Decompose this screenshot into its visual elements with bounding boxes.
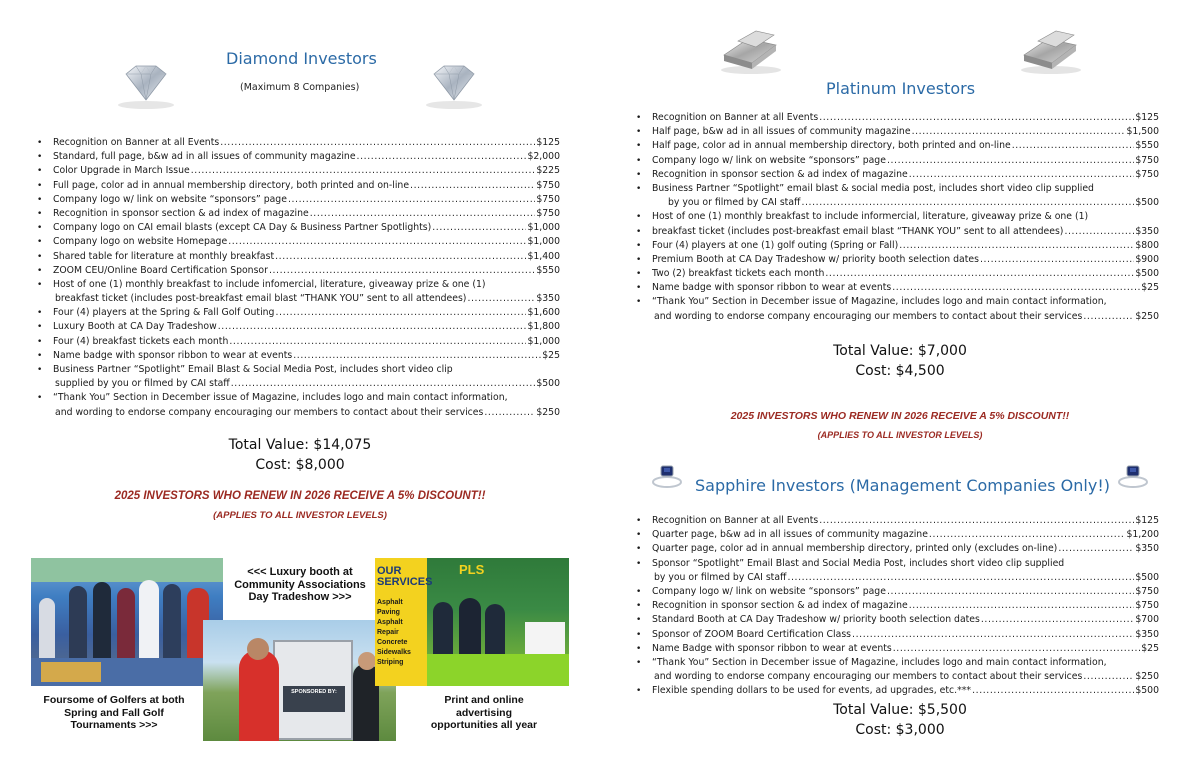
benefit-item bbox=[634, 125, 1159, 139]
dot-leader bbox=[1083, 670, 1134, 684]
platinum-total bbox=[800, 341, 1000, 381]
dot-leader bbox=[275, 250, 526, 264]
sapphire-ring-icon bbox=[1114, 462, 1152, 490]
benefit-price: $350 bbox=[536, 293, 560, 305]
benefit-price: $2,000 bbox=[527, 151, 560, 163]
benefit-item bbox=[634, 571, 1159, 585]
total-value: Total Value: $14,075 bbox=[228, 437, 372, 453]
benefit-item bbox=[35, 221, 560, 235]
benefit-text: • Recognition in sponsor section & ad index of magazine bbox=[652, 600, 908, 612]
dot-leader bbox=[852, 628, 1134, 642]
dot-leader bbox=[819, 111, 1134, 125]
benefit-price: $1,000 bbox=[527, 236, 560, 248]
benefit-price: $750 bbox=[536, 179, 560, 191]
sapphire-ring-icon bbox=[648, 462, 686, 490]
benefit-text: • Four (4) players at the Spring & Fall Golf Outing bbox=[53, 307, 275, 319]
benefit-text: • Business Partner “Spotlight” email blast & social media post, includes short video clip supplied bbox=[652, 182, 1094, 194]
benefit-item bbox=[35, 136, 560, 150]
sapphire-title: Sapphire Investors (Management Companies Only!) bbox=[695, 476, 1110, 495]
dot-leader bbox=[887, 585, 1134, 599]
dot-leader bbox=[467, 292, 535, 306]
benefit-item bbox=[35, 164, 560, 178]
benefit-item bbox=[35, 193, 560, 207]
print-caption: Print and online advertising opportunities all year bbox=[430, 694, 538, 731]
benefit-item bbox=[634, 210, 1159, 224]
benefit-price: $1,400 bbox=[527, 250, 560, 262]
platinum-section bbox=[600, 0, 1200, 776]
benefit-text: • Recognition on Banner at all Events bbox=[652, 515, 819, 526]
dot-leader bbox=[801, 196, 1134, 210]
benefit-item bbox=[634, 139, 1159, 153]
benefit-price: $1,600 bbox=[527, 307, 560, 319]
diamond-subnote: (Maximum 8 Companies) bbox=[240, 82, 360, 93]
benefit-item bbox=[35, 150, 560, 164]
benefit-price: $900 bbox=[1135, 253, 1159, 265]
benefit-text: • Luxury Booth at CA Day Tradeshow bbox=[53, 321, 217, 333]
benefit-text: • Quarter page, color ad in annual membership directory, printed only (excludes on-line) bbox=[652, 543, 1058, 555]
benefit-price: $550 bbox=[536, 264, 560, 276]
cost: Cost: $8,000 bbox=[255, 457, 345, 473]
benefit-item bbox=[35, 406, 560, 420]
benefit-text: • Four (4) breakfast tickets each month bbox=[53, 335, 229, 347]
benefit-text: • Name badge with sponsor ribbon to wear at events bbox=[53, 349, 293, 361]
benefit-price: $125 bbox=[1135, 515, 1159, 526]
golf-caption: Foursome of Golfers at both Spring and Fall Golf Tournaments >>> bbox=[43, 694, 185, 731]
dot-leader bbox=[218, 320, 527, 334]
dot-leader bbox=[819, 514, 1134, 528]
benefit-text: • Recognition in sponsor section & ad index of magazine bbox=[652, 168, 908, 180]
dot-leader bbox=[892, 281, 1140, 295]
benefit-item bbox=[634, 239, 1159, 253]
dot-leader bbox=[229, 335, 526, 349]
dot-leader bbox=[893, 642, 1141, 656]
benefit-price: $500 bbox=[1135, 685, 1159, 697]
benefit-price: $750 bbox=[1135, 600, 1159, 612]
benefit-item bbox=[35, 363, 560, 377]
benefit-text: • Half page, color ad in annual membership directory, both printed and on-line bbox=[652, 140, 1011, 152]
benefit-text: • Premium Booth at CA Day Tradeshow w/ priority booth selection dates bbox=[652, 253, 979, 265]
benefit-item bbox=[634, 628, 1159, 642]
benefit-text: by you or filmed by CAI staff bbox=[654, 571, 787, 583]
benefit-item bbox=[35, 264, 560, 278]
benefit-price: $500 bbox=[1135, 571, 1159, 583]
benefit-price: $1,200 bbox=[1126, 529, 1159, 541]
dot-leader bbox=[410, 179, 535, 193]
benefit-price: $750 bbox=[536, 207, 560, 219]
benefit-price: $250 bbox=[1135, 310, 1159, 322]
dot-leader bbox=[484, 406, 535, 420]
benefit-item bbox=[634, 642, 1159, 656]
benefit-item bbox=[35, 335, 560, 349]
benefit-price: $225 bbox=[536, 165, 560, 177]
dot-leader bbox=[293, 349, 541, 363]
benefit-text: • Full page, color ad in annual membership directory, both printed and on-line bbox=[53, 179, 410, 191]
golf-cart-photo bbox=[203, 620, 396, 741]
booth-sign-services: Asphalt Paving Asphalt Repair Concrete Sidewalks Striping bbox=[377, 599, 411, 666]
benefit-text: • Two (2) breakfast tickets each month bbox=[652, 268, 825, 280]
dot-leader bbox=[787, 571, 1134, 585]
benefit-price: $550 bbox=[1135, 140, 1159, 152]
dot-leader bbox=[231, 377, 536, 391]
benefit-item bbox=[634, 599, 1159, 613]
benefit-item bbox=[634, 656, 1159, 670]
dot-leader bbox=[191, 164, 536, 178]
benefit-item bbox=[634, 267, 1159, 281]
benefit-item bbox=[35, 391, 560, 405]
dot-leader bbox=[899, 239, 1134, 253]
benefit-text: • breakfast ticket (includes post-breakfast email blast “THANK YOU” sent to all attendees) bbox=[652, 225, 1064, 237]
benefit-text: supplied by you or filmed by CAI staff bbox=[55, 378, 230, 390]
benefit-text: • Company logo w/ link on website “sponsors” page bbox=[53, 193, 287, 205]
dot-leader bbox=[228, 235, 526, 249]
dot-leader bbox=[432, 221, 526, 235]
benefit-text: • Four (4) players at one (1) golf outing (Spring or Fall) bbox=[652, 239, 899, 251]
benefit-item bbox=[35, 377, 560, 391]
benefit-item bbox=[35, 349, 560, 363]
dot-leader bbox=[825, 267, 1134, 281]
benefit-price: $1,000 bbox=[527, 335, 560, 347]
benefit-item bbox=[634, 557, 1159, 571]
dot-leader bbox=[1064, 225, 1134, 239]
benefit-item bbox=[35, 250, 560, 264]
benefit-text: • Host of one (1) monthly breakfast to include informercial, literature, giveaway prize & one (1) bbox=[652, 211, 1089, 223]
benefit-text: • Recognition on Banner at all Events bbox=[53, 137, 220, 148]
platinum-bar-icon bbox=[1018, 27, 1084, 75]
benefit-text: • Business Partner “Spotlight” Email Blast & Social Media Post, includes short video clip bbox=[53, 364, 453, 375]
dot-leader bbox=[972, 684, 1134, 698]
golf-team-photo bbox=[31, 558, 223, 686]
benefit-text: • Flexible spending dollars to be used for events, ad upgrades, etc.*** bbox=[652, 685, 972, 697]
promo-note: (APPLIES TO ALL INVESTOR LEVELS) bbox=[213, 510, 387, 521]
benefit-price: $350 bbox=[1135, 628, 1159, 640]
benefit-price: $500 bbox=[536, 378, 560, 390]
benefit-price: $750 bbox=[1135, 168, 1159, 180]
benefit-item bbox=[634, 154, 1159, 168]
benefit-price: $250 bbox=[1135, 671, 1159, 683]
booth-photo bbox=[375, 558, 569, 686]
benefit-text: • Shared table for literature at monthly breakfast bbox=[53, 250, 275, 262]
benefit-text: • Sponsor “Spotlight” Email Blast and Social Media Post, includes short video clip supplied bbox=[652, 557, 1065, 569]
benefit-text: • “Thank You” Section in December issue of Magazine, includes logo and main contact information, bbox=[652, 296, 1107, 308]
benefit-text: • Recognition in sponsor section & ad index of magazine bbox=[53, 207, 309, 219]
dot-leader bbox=[912, 125, 1126, 139]
benefit-price: $500 bbox=[1135, 268, 1159, 280]
cost: Cost: $4,500 bbox=[855, 363, 945, 379]
benefit-price: $125 bbox=[1135, 112, 1159, 123]
benefit-price: $750 bbox=[536, 193, 560, 205]
benefit-item bbox=[634, 670, 1159, 684]
benefit-item bbox=[634, 310, 1159, 324]
benefit-text: • Name badge with sponsor ribbon to wear at events bbox=[652, 282, 892, 294]
benefit-price: $1,000 bbox=[527, 222, 560, 234]
benefit-item bbox=[634, 225, 1159, 239]
benefit-price: $500 bbox=[1135, 197, 1159, 209]
benefit-text: breakfast ticket (includes post-breakfast email blast “THANK YOU” sent to all attendees) bbox=[55, 293, 467, 305]
benefit-item bbox=[634, 514, 1159, 528]
benefit-price: $800 bbox=[1135, 239, 1159, 251]
benefit-price: $1,500 bbox=[1126, 126, 1159, 138]
benefit-text: • Company logo on CAI email blasts (except CA Day & Business Partner Spotlights) bbox=[53, 222, 432, 234]
benefit-text: • ZOOM CEU/Online Board Certification Sponsor bbox=[53, 264, 268, 276]
benefit-text: • Color Upgrade in March Issue bbox=[53, 165, 190, 177]
promo-discount: 2025 INVESTORS WHO RENEW IN 2026 RECEIVE A 5% DISCOUNT!! bbox=[730, 410, 1070, 422]
dot-leader bbox=[310, 207, 536, 221]
cart-sponsor-sign: SPONSORED BY: bbox=[283, 686, 345, 712]
dot-leader bbox=[909, 168, 1135, 182]
benefit-text: • Company logo w/ link on website “sponsors” page bbox=[652, 154, 886, 166]
benefit-text: • Recognition on Banner at all Events bbox=[652, 112, 819, 123]
benefit-text: • Company logo w/ link on website “sponsors” page bbox=[652, 585, 886, 597]
benefit-text: • “Thank You” Section in December issue of Magazine, includes logo and main contact information, bbox=[53, 392, 508, 404]
promo-discount: 2025 INVESTORS WHO RENEW IN 2026 RECEIVE A 5% DISCOUNT!! bbox=[114, 490, 486, 502]
benefit-text: • Sponsor of ZOOM Board Certification Class bbox=[652, 628, 852, 640]
dot-leader bbox=[887, 154, 1134, 168]
benefit-text: and wording to endorse company encouraging our members to contact about their services bbox=[654, 671, 1083, 683]
benefit-text: and wording to endorse company encouraging our members to contact about their services bbox=[55, 406, 484, 418]
dot-leader bbox=[929, 528, 1126, 542]
benefit-item bbox=[634, 684, 1159, 698]
diamond-icon bbox=[421, 60, 487, 110]
benefit-price: $750 bbox=[1135, 154, 1159, 166]
benefit-item bbox=[634, 295, 1159, 309]
benefit-price: $350 bbox=[1135, 543, 1159, 555]
benefit-item bbox=[634, 182, 1159, 196]
platinum-benefits-list bbox=[634, 111, 1159, 324]
benefit-text: • Half page, b&w ad in all issues of community magazine bbox=[652, 126, 911, 138]
sapphire-benefits-list bbox=[634, 514, 1159, 698]
benefit-price: $350 bbox=[1135, 225, 1159, 237]
benefit-item bbox=[634, 111, 1159, 125]
total-value: Total Value: $7,000 bbox=[833, 343, 967, 359]
benefit-item bbox=[35, 292, 560, 306]
booth-banner: PLS bbox=[459, 562, 485, 577]
benefit-text: • Standard Booth at CA Day Tradeshow w/ priority booth selection dates bbox=[652, 614, 980, 626]
total-value: Total Value: $5,500 bbox=[833, 702, 967, 718]
benefit-item bbox=[35, 320, 560, 334]
benefit-item bbox=[35, 179, 560, 193]
benefit-text: • Name Badge with sponsor ribbon to wear at events bbox=[652, 642, 892, 654]
dot-leader bbox=[1012, 139, 1135, 153]
diamond-benefits-list bbox=[35, 136, 560, 420]
booth-sign: OUR SERVICES bbox=[377, 565, 433, 588]
dot-leader bbox=[220, 136, 535, 150]
benefit-item bbox=[634, 613, 1159, 627]
platinum-title: Platinum Investors bbox=[826, 79, 976, 98]
benefit-price: $1,800 bbox=[527, 321, 560, 333]
benefit-text: • Quarter page, b&w ad in all issues of community magazine bbox=[652, 529, 928, 541]
dot-leader bbox=[288, 193, 535, 207]
promo-note: (APPLIES TO ALL INVESTOR LEVELS) bbox=[817, 430, 983, 440]
benefit-text: • Company logo on website Homepage bbox=[53, 236, 228, 248]
benefit-price: $125 bbox=[536, 137, 560, 148]
benefit-item bbox=[35, 278, 560, 292]
benefit-item bbox=[634, 168, 1159, 182]
luxury-booth-caption: <<< Luxury booth at Community Associations Day Tradeshow >>> bbox=[234, 566, 366, 603]
dot-leader bbox=[1058, 542, 1134, 556]
cost: Cost: $3,000 bbox=[855, 722, 945, 738]
benefit-price: $25 bbox=[542, 349, 560, 361]
benefit-text: by you or filmed by CAI staff bbox=[668, 197, 801, 209]
dot-leader bbox=[357, 150, 527, 164]
benefit-item bbox=[35, 235, 560, 249]
benefit-text: • Standard, full page, b&w ad in all issues of community magazine bbox=[53, 151, 356, 163]
benefit-price: $25 bbox=[1141, 642, 1159, 654]
benefit-item bbox=[35, 306, 560, 320]
benefit-price: $700 bbox=[1135, 614, 1159, 626]
diamond-title: Diamond Investors bbox=[226, 49, 377, 68]
benefit-text: • “Thank You” Section in December issue of Magazine, includes logo and main contact information, bbox=[652, 656, 1107, 668]
benefit-price: $25 bbox=[1141, 282, 1159, 294]
benefit-text: • Host of one (1) monthly breakfast to include infomercial, literature, giveaway prize & one (1) bbox=[53, 278, 486, 290]
benefit-item bbox=[634, 528, 1159, 542]
benefit-item bbox=[634, 542, 1159, 556]
platinum-bar-icon bbox=[718, 27, 784, 75]
benefit-item bbox=[634, 196, 1159, 210]
diamond-total bbox=[200, 435, 400, 475]
dot-leader bbox=[981, 613, 1134, 627]
dot-leader bbox=[1083, 310, 1134, 324]
benefit-price: $250 bbox=[536, 406, 560, 418]
dot-leader bbox=[275, 306, 526, 320]
diamond-icon bbox=[113, 60, 179, 110]
dot-leader bbox=[909, 599, 1135, 613]
dot-leader bbox=[269, 264, 535, 278]
benefit-item bbox=[634, 253, 1159, 267]
dot-leader bbox=[980, 253, 1134, 267]
benefit-text: and wording to endorse company encouraging our members to contact about their services bbox=[654, 310, 1083, 322]
sapphire-total bbox=[800, 700, 1000, 740]
benefit-price: $750 bbox=[1135, 585, 1159, 597]
benefit-item bbox=[634, 585, 1159, 599]
benefit-item bbox=[634, 281, 1159, 295]
benefit-item bbox=[35, 207, 560, 221]
